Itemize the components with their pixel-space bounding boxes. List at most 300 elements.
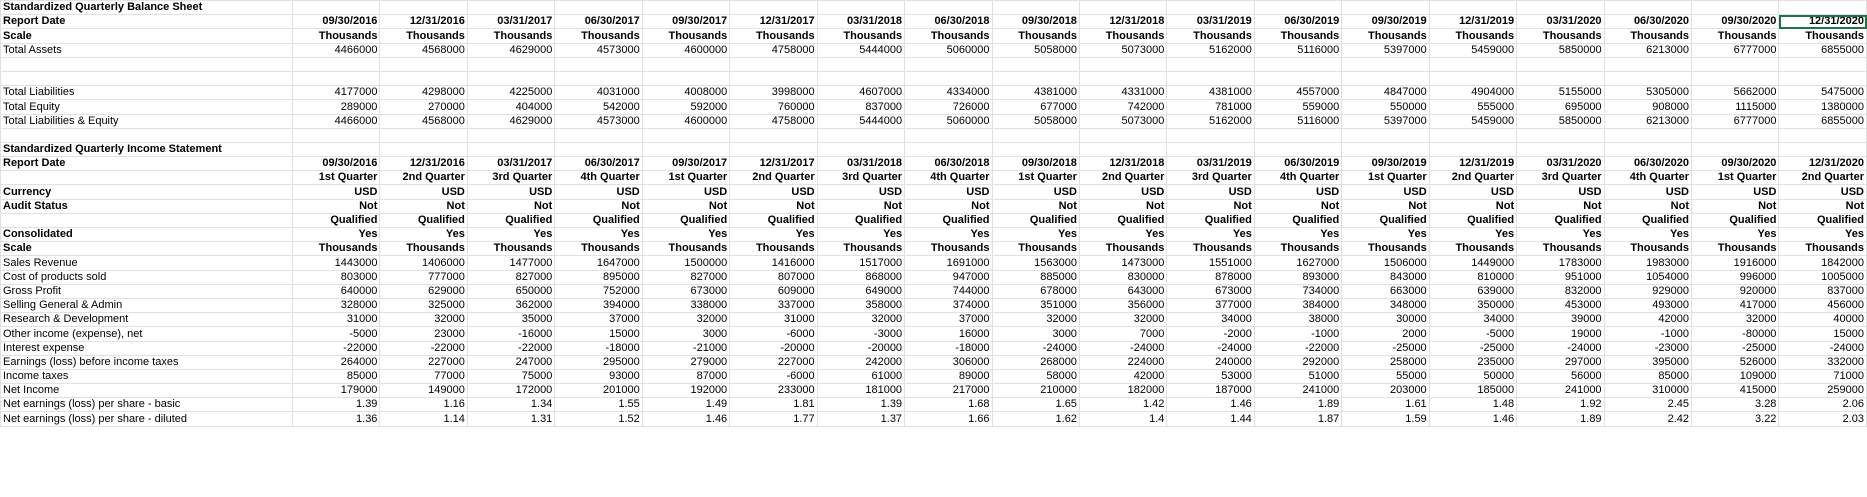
value-cell[interactable]: Qualified (642, 213, 729, 227)
value-cell[interactable]: 109000 (1692, 369, 1779, 383)
value-cell[interactable] (1779, 71, 1867, 85)
value-cell[interactable]: 51000 (1254, 369, 1341, 383)
value-cell[interactable] (293, 128, 380, 142)
value-cell[interactable] (555, 1, 642, 15)
value-cell[interactable]: -20000 (817, 341, 904, 355)
value-cell[interactable] (467, 1, 554, 15)
value-cell[interactable]: 09/30/2018 (992, 157, 1079, 171)
value-cell[interactable]: 734000 (1254, 284, 1341, 298)
value-cell[interactable]: 5058000 (992, 43, 1079, 57)
value-cell[interactable]: -24000 (1167, 341, 1254, 355)
value-cell[interactable]: 832000 (1517, 284, 1604, 298)
value-cell[interactable]: Thousands (1429, 242, 1516, 256)
value-cell[interactable]: 58000 (992, 369, 1079, 383)
value-cell[interactable]: USD (992, 185, 1079, 199)
value-cell[interactable] (817, 142, 904, 156)
value-cell[interactable] (905, 1, 992, 15)
value-cell[interactable]: 12/31/2020 (1779, 157, 1867, 171)
value-cell[interactable]: 417000 (1692, 298, 1779, 312)
value-cell[interactable]: -23000 (1604, 341, 1691, 355)
value-cell[interactable]: 3rd Quarter (1167, 171, 1254, 185)
value-cell[interactable]: -22000 (467, 341, 554, 355)
value-cell[interactable]: Qualified (817, 213, 904, 227)
value-cell[interactable]: Yes (1167, 228, 1254, 242)
value-cell[interactable]: 42000 (1604, 313, 1691, 327)
row-label-cell[interactable] (1, 57, 293, 71)
value-cell[interactable] (992, 128, 1079, 142)
value-cell[interactable]: 404000 (467, 100, 554, 114)
value-cell[interactable] (555, 128, 642, 142)
value-cell[interactable]: 03/31/2019 (1167, 157, 1254, 171)
value-cell[interactable] (992, 57, 1079, 71)
value-cell[interactable] (992, 1, 1079, 15)
value-cell[interactable]: 179000 (293, 384, 380, 398)
value-cell[interactable] (1342, 1, 1429, 15)
value-cell[interactable]: 760000 (730, 100, 817, 114)
value-cell[interactable]: 350000 (1429, 298, 1516, 312)
value-cell[interactable]: 258000 (1342, 355, 1429, 369)
value-cell[interactable]: 493000 (1604, 298, 1691, 312)
value-cell[interactable]: -22000 (380, 341, 467, 355)
value-cell[interactable]: 42000 (1079, 369, 1166, 383)
value-cell[interactable]: 56000 (1517, 369, 1604, 383)
value-cell[interactable]: 201000 (555, 384, 642, 398)
value-cell[interactable]: USD (1779, 185, 1867, 199)
value-cell[interactable]: 06/30/2020 (1604, 15, 1691, 29)
value-cell[interactable] (1079, 128, 1166, 142)
value-cell[interactable]: 38000 (1254, 313, 1341, 327)
value-cell[interactable]: 39000 (1517, 313, 1604, 327)
value-cell[interactable]: 34000 (1167, 313, 1254, 327)
value-cell[interactable]: 1416000 (730, 256, 817, 270)
value-cell[interactable] (380, 1, 467, 15)
value-cell[interactable]: Not (1517, 199, 1604, 213)
row-label-cell[interactable]: Total Assets (1, 43, 293, 57)
value-cell[interactable] (293, 1, 380, 15)
value-cell[interactable] (1429, 1, 1516, 15)
value-cell[interactable]: 1380000 (1779, 100, 1867, 114)
value-cell[interactable]: -25000 (1692, 341, 1779, 355)
value-cell[interactable]: Thousands (1342, 242, 1429, 256)
value-cell[interactable]: -18000 (555, 341, 642, 355)
value-cell[interactable]: 1916000 (1692, 256, 1779, 270)
value-cell[interactable]: 1115000 (1692, 100, 1779, 114)
value-cell[interactable]: 1842000 (1779, 256, 1867, 270)
value-cell[interactable]: 1.37 (817, 412, 904, 426)
value-cell[interactable]: 217000 (905, 384, 992, 398)
value-cell[interactable]: 1.46 (1167, 398, 1254, 412)
value-cell[interactable]: -80000 (1692, 327, 1779, 341)
value-cell[interactable]: 1st Quarter (293, 171, 380, 185)
value-cell[interactable]: -6000 (730, 369, 817, 383)
row-label-cell[interactable]: Total Liabilities (1, 86, 293, 100)
value-cell[interactable]: 4031000 (555, 86, 642, 100)
value-cell[interactable]: 172000 (467, 384, 554, 398)
value-cell[interactable]: Thousands (1342, 29, 1429, 43)
value-cell[interactable]: 1500000 (642, 256, 729, 270)
value-cell[interactable]: 4600000 (642, 43, 729, 57)
value-cell[interactable] (1604, 57, 1691, 71)
value-cell[interactable]: 32000 (817, 313, 904, 327)
value-cell[interactable]: Thousands (1517, 242, 1604, 256)
value-cell[interactable]: -22000 (293, 341, 380, 355)
value-cell[interactable]: 947000 (905, 270, 992, 284)
value-cell[interactable]: 827000 (642, 270, 729, 284)
value-cell[interactable]: USD (1429, 185, 1516, 199)
value-cell[interactable]: Thousands (905, 242, 992, 256)
value-cell[interactable]: 4298000 (380, 86, 467, 100)
value-cell[interactable]: Thousands (905, 29, 992, 43)
value-cell[interactable]: 1st Quarter (1692, 171, 1779, 185)
value-cell[interactable]: Thousands (293, 29, 380, 43)
value-cell[interactable]: 1.39 (293, 398, 380, 412)
value-cell[interactable]: 270000 (380, 100, 467, 114)
value-cell[interactable] (730, 142, 817, 156)
value-cell[interactable]: Thousands (380, 29, 467, 43)
value-cell[interactable]: 803000 (293, 270, 380, 284)
value-cell[interactable]: 1.46 (642, 412, 729, 426)
value-cell[interactable]: 09/30/2020 (1692, 157, 1779, 171)
value-cell[interactable]: 1.92 (1517, 398, 1604, 412)
value-cell[interactable]: 1.89 (1517, 412, 1604, 426)
value-cell[interactable]: 4573000 (555, 43, 642, 57)
value-cell[interactable] (1517, 71, 1604, 85)
value-cell[interactable]: -25000 (1429, 341, 1516, 355)
value-cell[interactable] (1167, 1, 1254, 15)
value-cell[interactable]: 6213000 (1604, 43, 1691, 57)
value-cell[interactable]: 1st Quarter (1342, 171, 1429, 185)
value-cell[interactable]: 4758000 (730, 114, 817, 128)
value-cell[interactable]: Thousands (1254, 29, 1341, 43)
value-cell[interactable]: 6855000 (1779, 43, 1867, 57)
value-cell[interactable]: 1517000 (817, 256, 904, 270)
value-cell[interactable]: 227000 (380, 355, 467, 369)
value-cell[interactable]: 295000 (555, 355, 642, 369)
value-cell[interactable]: 1.68 (905, 398, 992, 412)
row-label-cell[interactable]: Net Income (1, 384, 293, 398)
value-cell[interactable]: 1005000 (1779, 270, 1867, 284)
value-cell[interactable] (730, 57, 817, 71)
value-cell[interactable]: -24000 (992, 341, 1079, 355)
value-cell[interactable] (1604, 142, 1691, 156)
value-cell[interactable]: Not (1429, 199, 1516, 213)
value-cell[interactable]: 4568000 (380, 114, 467, 128)
value-cell[interactable]: 310000 (1604, 384, 1691, 398)
value-cell[interactable] (555, 71, 642, 85)
value-cell[interactable]: 55000 (1342, 369, 1429, 383)
value-cell[interactable]: 1.44 (1167, 412, 1254, 426)
value-cell[interactable] (1779, 142, 1867, 156)
value-cell[interactable]: 242000 (817, 355, 904, 369)
value-cell[interactable]: 4th Quarter (555, 171, 642, 185)
value-cell[interactable]: 1.65 (992, 398, 1079, 412)
value-cell[interactable]: 5662000 (1692, 86, 1779, 100)
value-cell[interactable] (1254, 1, 1341, 15)
value-cell[interactable]: USD (730, 185, 817, 199)
value-cell[interactable]: 843000 (1342, 270, 1429, 284)
value-cell[interactable]: Qualified (293, 213, 380, 227)
value-cell[interactable]: 12/31/2018 (1079, 157, 1166, 171)
value-cell[interactable]: Thousands (1429, 29, 1516, 43)
value-cell[interactable]: 328000 (293, 298, 380, 312)
value-cell[interactable]: 4th Quarter (1254, 171, 1341, 185)
value-cell[interactable]: Thousands (1254, 242, 1341, 256)
value-cell[interactable]: 31000 (293, 313, 380, 327)
value-cell[interactable]: 374000 (905, 298, 992, 312)
value-cell[interactable]: 30000 (1342, 313, 1429, 327)
row-label-cell[interactable]: Gross Profit (1, 284, 293, 298)
value-cell[interactable] (1779, 128, 1867, 142)
value-cell[interactable]: USD (380, 185, 467, 199)
value-cell[interactable]: 5116000 (1254, 114, 1341, 128)
value-cell[interactable] (642, 142, 729, 156)
value-cell[interactable]: 351000 (992, 298, 1079, 312)
value-cell[interactable] (293, 57, 380, 71)
value-cell[interactable]: 289000 (293, 100, 380, 114)
value-cell[interactable]: 279000 (642, 355, 729, 369)
value-cell[interactable]: 5850000 (1517, 43, 1604, 57)
value-cell[interactable]: 4466000 (293, 114, 380, 128)
value-cell[interactable]: 358000 (817, 298, 904, 312)
value-cell[interactable]: Qualified (380, 213, 467, 227)
value-cell[interactable]: Qualified (1604, 213, 1691, 227)
value-cell[interactable] (1692, 1, 1779, 15)
value-cell[interactable]: 348000 (1342, 298, 1429, 312)
value-cell[interactable]: -24000 (1779, 341, 1867, 355)
value-cell[interactable]: 777000 (380, 270, 467, 284)
value-cell[interactable]: Yes (555, 228, 642, 242)
value-cell[interactable]: 4th Quarter (905, 171, 992, 185)
value-cell[interactable]: 03/31/2018 (817, 15, 904, 29)
value-cell[interactable] (642, 71, 729, 85)
value-cell[interactable]: 673000 (1167, 284, 1254, 298)
value-cell[interactable]: 4177000 (293, 86, 380, 100)
value-cell[interactable]: 6777000 (1692, 43, 1779, 57)
value-cell[interactable]: 1.59 (1342, 412, 1429, 426)
row-label-cell[interactable] (1, 71, 293, 85)
value-cell[interactable]: 395000 (1604, 355, 1691, 369)
value-cell[interactable]: 695000 (1517, 100, 1604, 114)
value-cell[interactable] (1342, 142, 1429, 156)
value-cell[interactable]: 4557000 (1254, 86, 1341, 100)
value-cell[interactable]: Yes (1779, 228, 1867, 242)
value-cell[interactable]: 75000 (467, 369, 554, 383)
value-cell[interactable]: Thousands (380, 242, 467, 256)
value-cell[interactable]: 4904000 (1429, 86, 1516, 100)
value-cell[interactable]: 259000 (1779, 384, 1867, 398)
value-cell[interactable]: 6855000 (1779, 114, 1867, 128)
value-cell[interactable]: 1.48 (1429, 398, 1516, 412)
value-cell[interactable]: Yes (642, 228, 729, 242)
value-cell[interactable]: 2.03 (1779, 412, 1867, 426)
value-cell[interactable]: 297000 (1517, 355, 1604, 369)
value-cell[interactable]: 1.39 (817, 398, 904, 412)
value-cell[interactable]: 2.42 (1604, 412, 1691, 426)
value-cell[interactable] (293, 142, 380, 156)
value-cell[interactable] (555, 57, 642, 71)
value-cell[interactable]: Not (642, 199, 729, 213)
value-cell[interactable]: 1.77 (730, 412, 817, 426)
value-cell[interactable]: 37000 (905, 313, 992, 327)
value-cell[interactable]: 09/30/2019 (1342, 15, 1429, 29)
value-cell[interactable]: 526000 (1692, 355, 1779, 369)
value-cell[interactable] (992, 142, 1079, 156)
value-cell[interactable] (1429, 57, 1516, 71)
value-cell[interactable]: 16000 (905, 327, 992, 341)
value-cell[interactable]: 09/30/2016 (293, 15, 380, 29)
value-cell[interactable]: Qualified (905, 213, 992, 227)
value-cell[interactable] (1079, 71, 1166, 85)
value-cell[interactable]: USD (467, 185, 554, 199)
value-cell[interactable]: 5162000 (1167, 43, 1254, 57)
value-cell[interactable]: 4331000 (1079, 86, 1166, 100)
value-cell[interactable]: USD (1342, 185, 1429, 199)
value-cell[interactable] (642, 1, 729, 15)
value-cell[interactable] (1604, 128, 1691, 142)
value-cell[interactable]: 868000 (817, 270, 904, 284)
value-cell[interactable]: Qualified (1254, 213, 1341, 227)
value-cell[interactable]: Thousands (1604, 242, 1691, 256)
value-cell[interactable]: 210000 (992, 384, 1079, 398)
value-cell[interactable] (1167, 71, 1254, 85)
row-label-cell[interactable]: Currency (1, 185, 293, 199)
value-cell[interactable]: Qualified (992, 213, 1079, 227)
value-cell[interactable]: 06/30/2019 (1254, 15, 1341, 29)
value-cell[interactable]: -2000 (1167, 327, 1254, 341)
value-cell[interactable]: Not (1692, 199, 1779, 213)
value-cell[interactable] (905, 128, 992, 142)
value-cell[interactable]: 920000 (1692, 284, 1779, 298)
value-cell[interactable]: 268000 (992, 355, 1079, 369)
value-cell[interactable]: 742000 (1079, 100, 1166, 114)
value-cell[interactable] (730, 1, 817, 15)
value-cell[interactable]: 61000 (817, 369, 904, 383)
value-cell[interactable]: Thousands (555, 242, 642, 256)
value-cell[interactable]: Not (817, 199, 904, 213)
value-cell[interactable]: 31000 (730, 313, 817, 327)
value-cell[interactable]: 192000 (642, 384, 729, 398)
value-cell[interactable]: Yes (730, 228, 817, 242)
value-cell[interactable]: 4225000 (467, 86, 554, 100)
value-cell[interactable]: 2nd Quarter (1429, 171, 1516, 185)
value-cell[interactable]: 1054000 (1604, 270, 1691, 284)
value-cell[interactable]: -24000 (1079, 341, 1166, 355)
value-cell[interactable]: Yes (1692, 228, 1779, 242)
value-cell[interactable]: 5058000 (992, 114, 1079, 128)
value-cell[interactable]: 15000 (555, 327, 642, 341)
value-cell[interactable]: 1.55 (555, 398, 642, 412)
value-cell[interactable]: 12/31/2016 (380, 15, 467, 29)
value-cell[interactable]: 12/31/2017 (730, 15, 817, 29)
value-cell[interactable]: Yes (817, 228, 904, 242)
value-cell[interactable] (817, 128, 904, 142)
value-cell[interactable]: -20000 (730, 341, 817, 355)
value-cell[interactable]: Thousands (642, 242, 729, 256)
value-cell[interactable]: 559000 (1254, 100, 1341, 114)
value-cell[interactable]: 1.46 (1429, 412, 1516, 426)
row-label-cell[interactable] (1, 213, 293, 227)
value-cell[interactable]: Qualified (1167, 213, 1254, 227)
value-cell[interactable]: -3000 (817, 327, 904, 341)
value-cell[interactable]: 1.34 (467, 398, 554, 412)
value-cell[interactable]: 5397000 (1342, 43, 1429, 57)
value-cell[interactable] (817, 71, 904, 85)
value-cell[interactable]: 415000 (1692, 384, 1779, 398)
value-cell[interactable]: 4847000 (1342, 86, 1429, 100)
value-cell[interactable]: 77000 (380, 369, 467, 383)
value-cell[interactable]: 1.61 (1342, 398, 1429, 412)
value-cell[interactable]: USD (293, 185, 380, 199)
value-cell[interactable]: 03/31/2017 (467, 15, 554, 29)
value-cell[interactable]: 929000 (1604, 284, 1691, 298)
value-cell[interactable] (1254, 142, 1341, 156)
value-cell[interactable] (1779, 1, 1867, 15)
value-cell[interactable]: 677000 (992, 100, 1079, 114)
value-cell[interactable]: 827000 (467, 270, 554, 284)
row-label-cell[interactable]: Research & Development (1, 313, 293, 327)
value-cell[interactable]: 4568000 (380, 43, 467, 57)
value-cell[interactable] (1079, 57, 1166, 71)
value-cell[interactable]: Thousands (1604, 29, 1691, 43)
value-cell[interactable]: 1783000 (1517, 256, 1604, 270)
value-cell[interactable]: 40000 (1779, 313, 1867, 327)
value-cell[interactable]: 1st Quarter (992, 171, 1079, 185)
value-cell[interactable]: 1.31 (467, 412, 554, 426)
value-cell[interactable]: 50000 (1429, 369, 1516, 383)
value-cell[interactable]: 85000 (1604, 369, 1691, 383)
value-cell[interactable]: 1477000 (467, 256, 554, 270)
row-label-cell[interactable]: Total Liabilities & Equity (1, 114, 293, 128)
row-label-cell[interactable]: Sales Revenue (1, 256, 293, 270)
row-label-cell[interactable]: Interest expense (1, 341, 293, 355)
value-cell[interactable]: 5162000 (1167, 114, 1254, 128)
value-cell[interactable]: 5475000 (1779, 86, 1867, 100)
value-cell[interactable]: 09/30/2017 (642, 15, 729, 29)
value-cell[interactable] (1342, 128, 1429, 142)
value-cell[interactable] (1167, 142, 1254, 156)
value-cell[interactable]: 1.16 (380, 398, 467, 412)
value-cell[interactable]: 5444000 (817, 43, 904, 57)
value-cell[interactable]: -18000 (905, 341, 992, 355)
value-cell[interactable]: 233000 (730, 384, 817, 398)
value-cell[interactable]: 781000 (1167, 100, 1254, 114)
row-label-cell[interactable]: Scale (1, 29, 293, 43)
row-label-cell[interactable] (1, 128, 293, 142)
value-cell[interactable]: USD (905, 185, 992, 199)
value-cell[interactable]: 19000 (1517, 327, 1604, 341)
value-cell[interactable]: 7000 (1079, 327, 1166, 341)
value-cell[interactable]: USD (1517, 185, 1604, 199)
value-cell[interactable]: Thousands (1079, 29, 1166, 43)
value-cell[interactable]: Thousands (467, 242, 554, 256)
value-cell[interactable]: 337000 (730, 298, 817, 312)
value-cell[interactable] (467, 128, 554, 142)
value-cell[interactable]: 1691000 (905, 256, 992, 270)
value-cell[interactable]: 893000 (1254, 270, 1341, 284)
value-cell[interactable]: 1.66 (905, 412, 992, 426)
value-cell[interactable]: -5000 (1429, 327, 1516, 341)
value-cell[interactable]: 235000 (1429, 355, 1516, 369)
row-label-cell[interactable]: Net earnings (loss) per share - basic (1, 398, 293, 412)
value-cell[interactable]: Qualified (1429, 213, 1516, 227)
value-cell[interactable] (1254, 128, 1341, 142)
value-cell[interactable]: 2nd Quarter (730, 171, 817, 185)
value-cell[interactable] (1604, 1, 1691, 15)
value-cell[interactable]: USD (817, 185, 904, 199)
row-label-cell[interactable]: Scale (1, 242, 293, 256)
value-cell[interactable]: Not (1342, 199, 1429, 213)
value-cell[interactable] (1429, 128, 1516, 142)
